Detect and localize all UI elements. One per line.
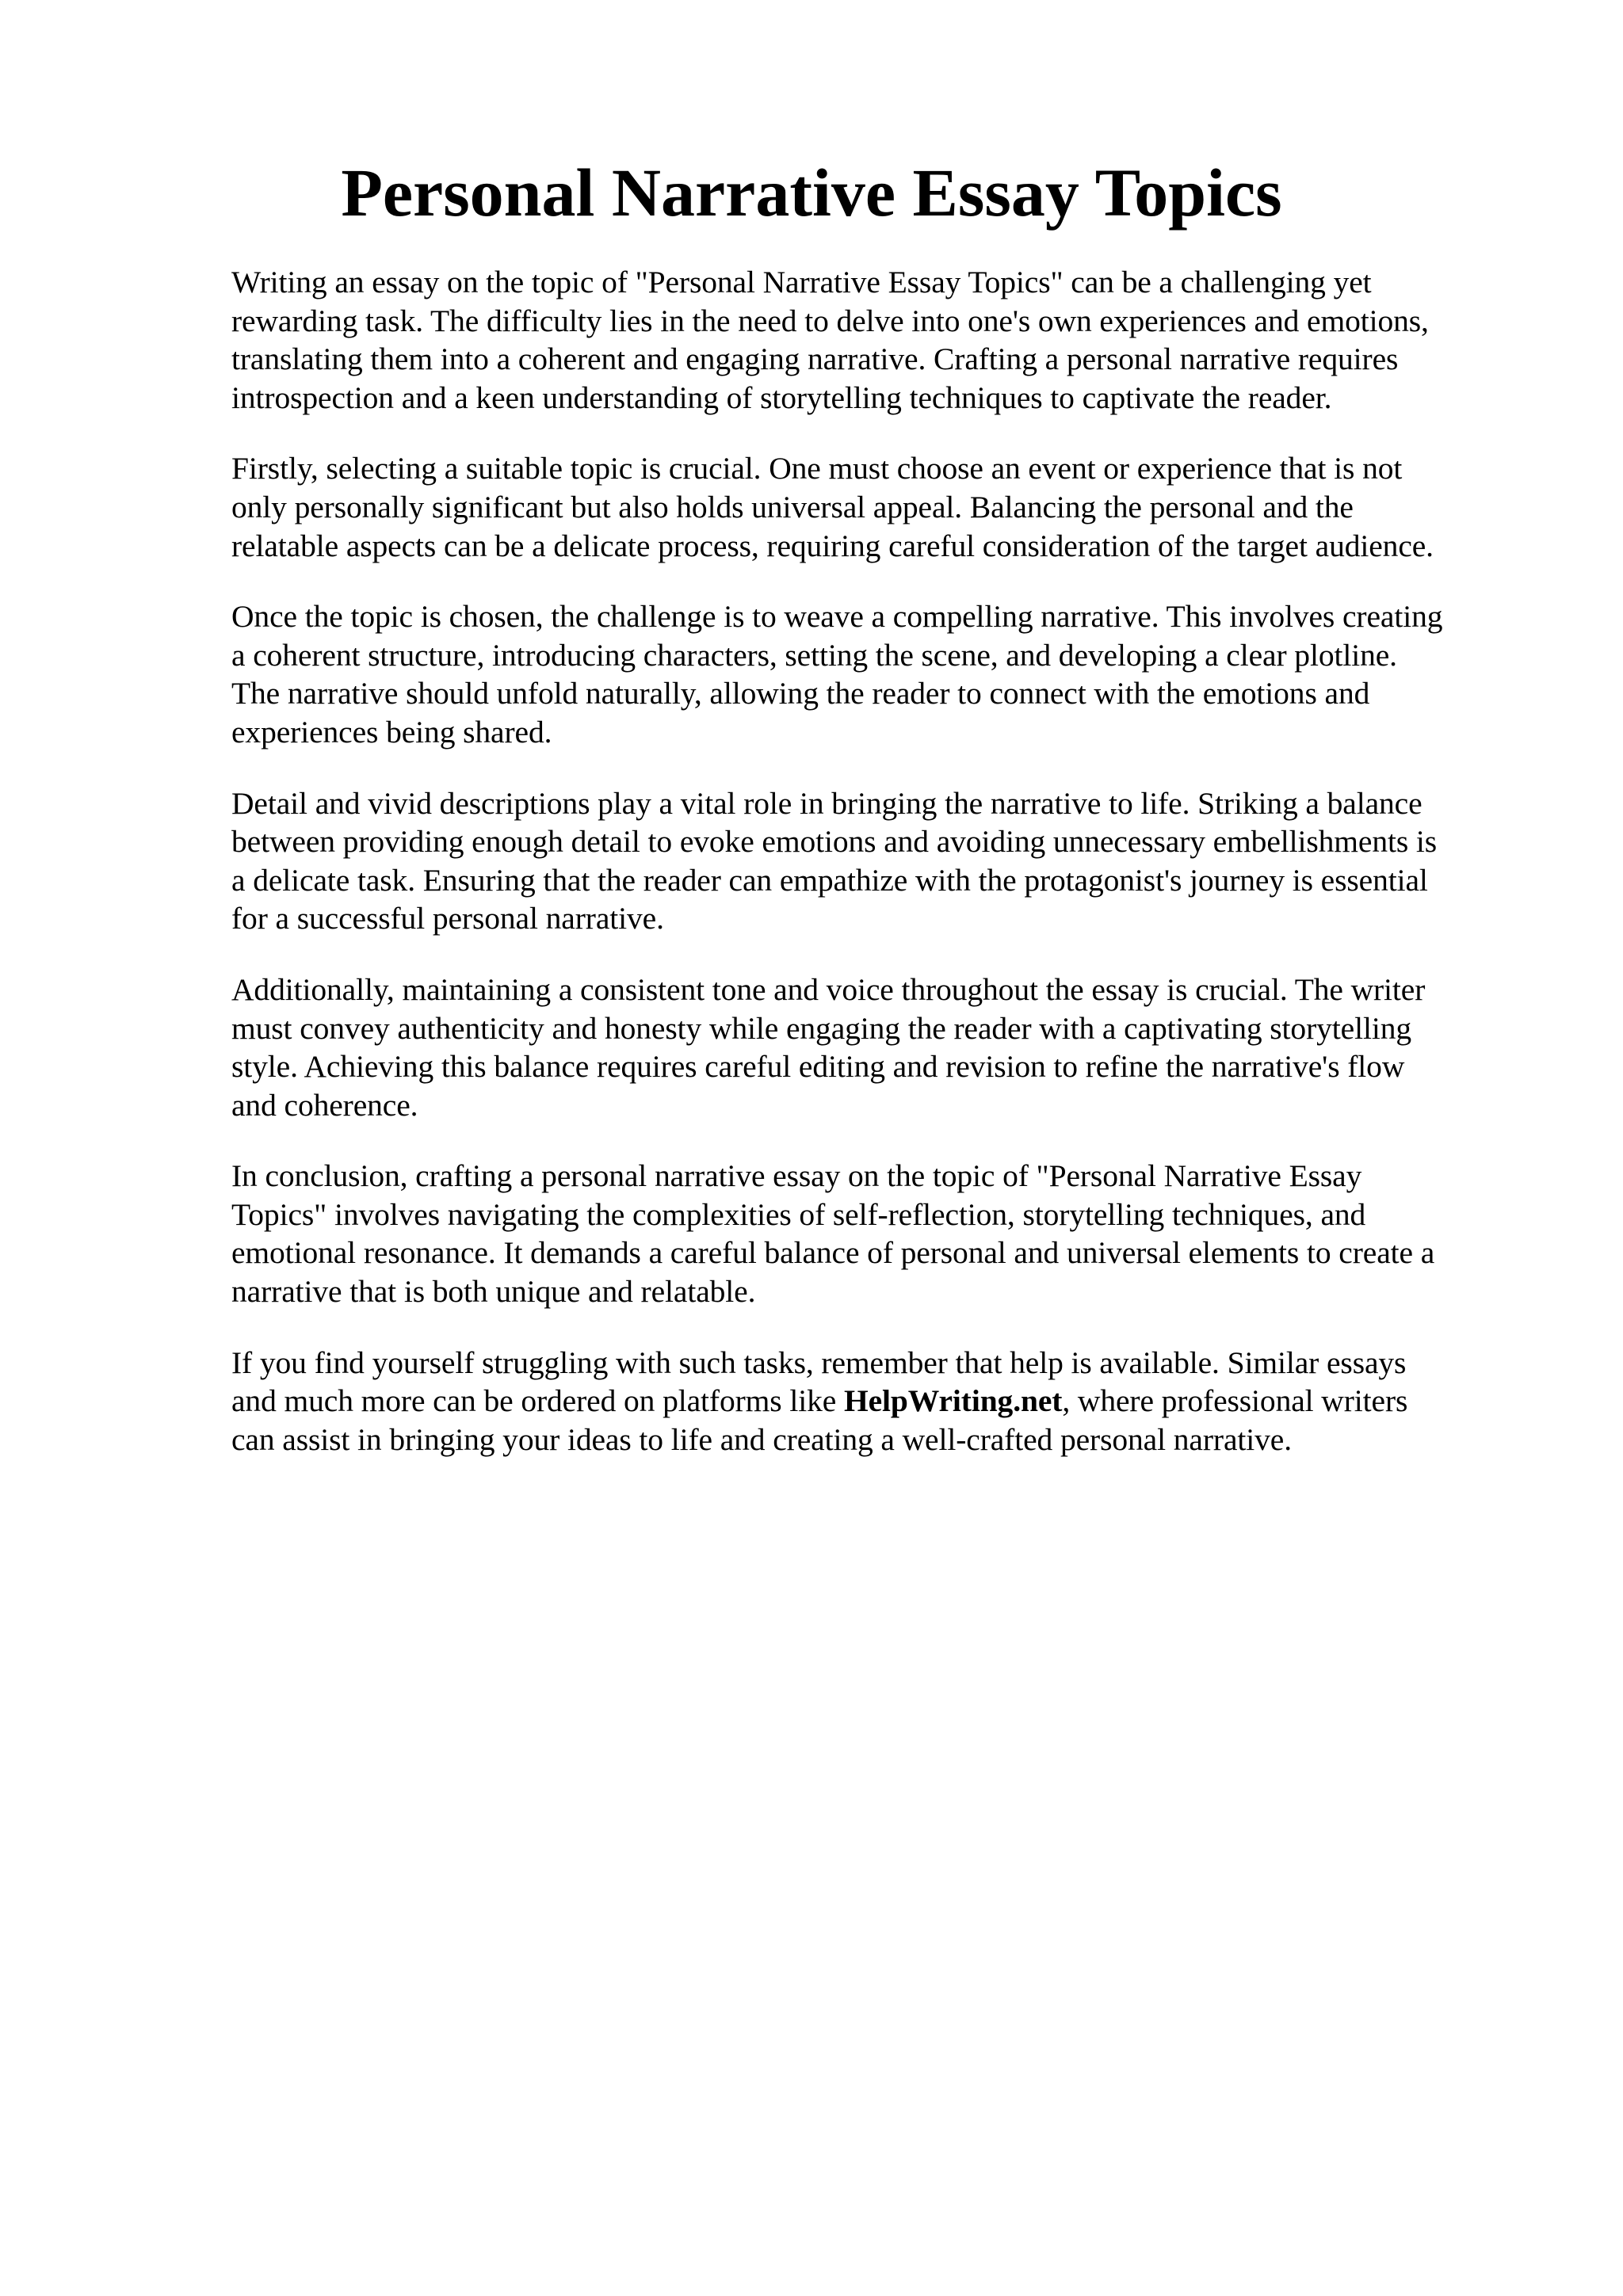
- paragraph-line: If you find yourself struggling with such tasks, remember that help is available. Similar essays: [231, 1344, 1407, 1380]
- paragraph-line: emotional resonance. It demands a careful balance of personal and universal elements to create a: [231, 1235, 1435, 1271]
- paragraph-line: a coherent structure, introducing characters, setting the scene, and developing a clear plotline.: [231, 637, 1397, 673]
- paragraph-line: style. Achieving this balance requires careful editing and revision to refine the narrative's flow: [231, 1049, 1405, 1085]
- paragraph-line: only personally significant but also holds universal appeal. Balancing the personal and the: [231, 489, 1354, 524]
- closing-text-after-brand: , where professional writers: [1062, 1383, 1408, 1419]
- paragraph-tone-voice: [231, 971, 1515, 1124]
- essay-body: [231, 263, 1515, 1491]
- page-title: Personal Narrative Essay Topics: [341, 154, 1282, 231]
- paragraph-line: experiences being shared.: [231, 714, 552, 749]
- paragraph-line: for a successful personal narrative.: [231, 901, 664, 936]
- paragraph-line: and coherence.: [231, 1087, 418, 1123]
- closing-text-before-brand: and much more can be ordered on platforms like: [231, 1383, 844, 1419]
- paragraph-line: Writing an essay on the topic of "Personal Narrative Essay Topics" can be a challenging yet: [231, 265, 1372, 299]
- paragraph-line: The narrative should unfold naturally, allowing the reader to connect with the emotions and: [231, 676, 1370, 711]
- paragraph-line: Firstly, selecting a suitable topic is crucial. One must choose an event or experience that is not: [231, 451, 1403, 486]
- paragraph-intro: [231, 263, 1515, 417]
- paragraph-closing: [231, 1344, 1515, 1459]
- paragraph-line: Detail and vivid descriptions play a vital role in bringing the narrative to life. Striking a balance: [231, 785, 1423, 821]
- paragraph-line: narrative that is both unique and relatable.: [231, 1274, 756, 1310]
- paragraph-line: relatable aspects can be a delicate process, requiring careful consideration of the target audience.: [231, 528, 1434, 563]
- paragraph-detail: [231, 784, 1515, 938]
- paragraph-topic-selection: [231, 449, 1515, 565]
- paragraph-line: Additionally, maintaining a consistent tone and voice throughout the essay is crucial. The writer: [231, 971, 1426, 1007]
- paragraph-line: Topics" involves navigating the complexities of self-reflection, storytelling techniques, and: [231, 1196, 1366, 1232]
- paragraph-line: between providing enough detail to evoke emotions and avoiding unnecessary embellishments is: [231, 824, 1438, 860]
- paragraph-narrative-structure: [231, 597, 1515, 751]
- paragraph-line-with-link: [231, 1382, 1515, 1421]
- helpwriting-brand-link[interactable]: HelpWriting.net: [843, 1383, 1063, 1419]
- paragraph-line: a delicate task. Ensuring that the reader can empathize with the protagonist's journey is essential: [231, 862, 1428, 898]
- paragraph-line: In conclusion, crafting a personal narrative essay on the topic of "Personal Narrative Essay: [231, 1158, 1362, 1194]
- paragraph-line: must convey authenticity and honesty while engaging the reader with a captivating storytelling: [231, 1010, 1411, 1046]
- paragraph-line: rewarding task. The difficulty lies in the need to delve into one's own experiences and emotions,: [231, 303, 1429, 338]
- paragraph-conclusion: [231, 1157, 1515, 1310]
- paragraph-line: introspection and a keen understanding of storytelling techniques to captivate the reader.: [231, 379, 1332, 415]
- paragraph-line: translating them into a coherent and engaging narrative. Crafting a personal narrative requires: [231, 341, 1399, 377]
- paragraph-line: Once the topic is chosen, the challenge is to weave a compelling narrative. This involves creating: [231, 599, 1443, 635]
- paragraph-line: can assist in bringing your ideas to life and creating a well-crafted personal narrative.: [231, 1421, 1292, 1457]
